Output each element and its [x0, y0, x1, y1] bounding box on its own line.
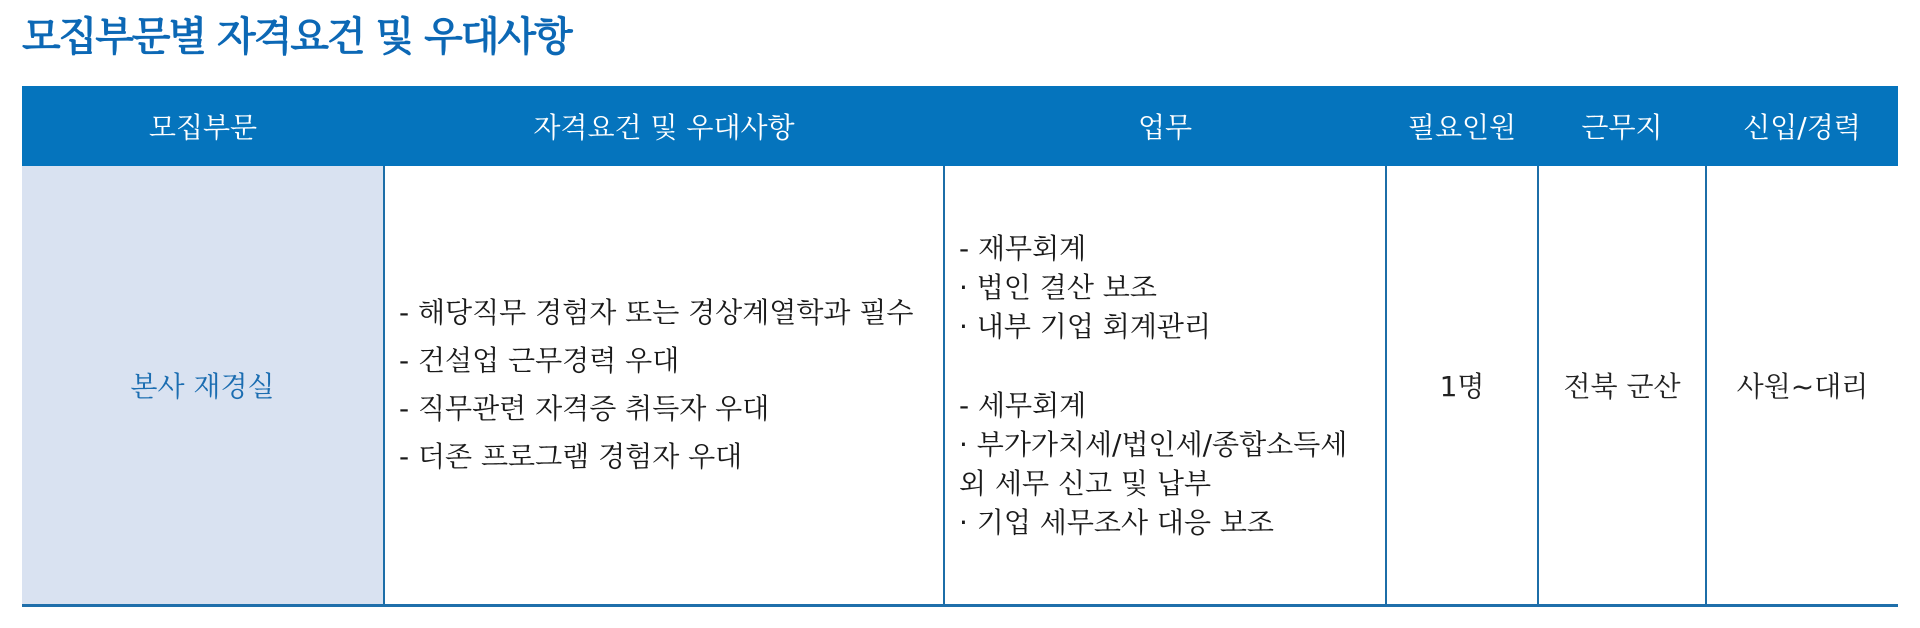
header-department: 모집부문 — [22, 86, 384, 166]
duty-item: · 기업 세무조사 대응 보조 — [959, 505, 1274, 539]
location-cell: 전북 군산 — [1538, 166, 1706, 606]
headcount-cell: 1명 — [1386, 166, 1538, 606]
qualifications-list — [385, 289, 943, 481]
table-row — [22, 166, 1898, 606]
duties-list — [945, 229, 1385, 542]
duty-item: - 세무회계 — [959, 388, 1087, 422]
qualification-item: - 건설업 근무경력 우대 — [399, 344, 680, 377]
duty-item: - 재무회계 — [959, 231, 1087, 265]
duties-cell — [944, 166, 1386, 606]
qualification-item: - 해당직무 경험자 또는 경상계열학과 필수 — [399, 296, 914, 329]
qualification-item: - 더존 프로그램 경험자 우대 — [399, 440, 743, 473]
header-qualifications: 자격요건 및 우대사항 — [384, 86, 944, 166]
duty-spacer — [959, 346, 1385, 386]
duty-item: · 법인 결산 보조 — [959, 270, 1157, 304]
department-cell: 본사 재경실 — [22, 166, 384, 606]
recruitment-table — [22, 86, 1898, 607]
duty-item: · 내부 기업 회계관리 — [959, 309, 1211, 343]
qualifications-cell — [384, 166, 944, 606]
header-duties: 업무 — [944, 86, 1386, 166]
header-location: 근무지 — [1538, 86, 1706, 166]
page-title: 모집부문별 자격요건 및 우대사항 — [22, 14, 571, 60]
header-career: 신입/경력 — [1706, 86, 1898, 166]
qualification-item: - 직무관련 자격증 취득자 우대 — [399, 392, 770, 425]
career-cell: 사원~대리 — [1706, 166, 1898, 606]
header-headcount: 필요인원 — [1386, 86, 1538, 166]
duty-item: 외 세무 신고 및 납부 — [959, 466, 1211, 500]
duty-item: · 부가가치세/법인세/종합소득세 — [959, 427, 1348, 461]
table-header-row — [22, 86, 1898, 166]
